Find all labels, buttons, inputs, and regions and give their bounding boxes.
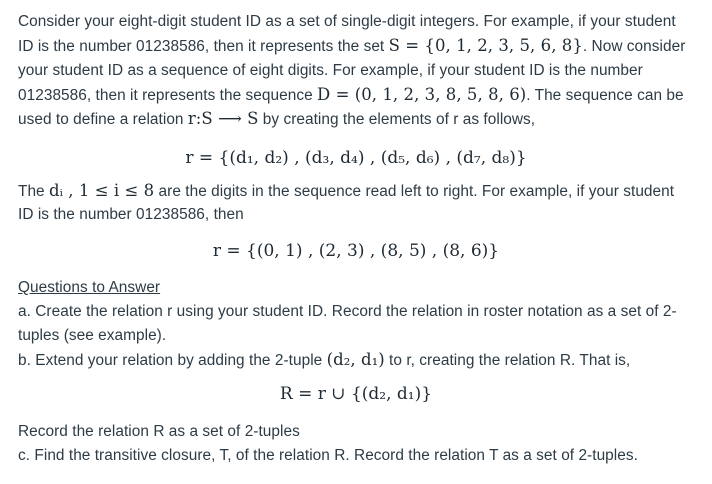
question-b-tail: to r, creating the relation R. That is, <box>384 352 631 369</box>
intro-line-4-text: 01238586, then it represents the sequence <box>18 87 318 104</box>
intro-line-2 <box>18 36 685 57</box>
intro-line-5 <box>18 109 535 130</box>
relation-R-formula: R = r ∪ {(d₂, d₁)} <box>279 384 433 404</box>
digit-index-formula: dᵢ , 1 ≤ i ≤ 8 <box>49 181 155 200</box>
explain-line-1 <box>18 181 674 202</box>
relation-signature: r:S ⟶ S <box>187 109 259 128</box>
intro-line-3: your student ID as a sequence of eight digits. For example, if your student ID is the number <box>18 62 643 79</box>
intro-line-5-text: used to define a relation <box>18 111 188 128</box>
question-c-line: c. Find the transitive closure, T, of the relation R. Record the relation T as a set of 2-tuples. <box>18 447 638 464</box>
intro-line-4-tail: . The sequence can be <box>526 87 684 104</box>
relation-example-formula: r = {(0, 1) , (2, 3) , (8, 5) , (8, 6)} <box>212 241 500 261</box>
footer-line-1: Record the relation R as a set of 2-tuples <box>18 423 300 440</box>
intro-line-1: Consider your eight-digit student ID as a set of single-digit integers. For example, if your student <box>18 13 676 30</box>
intro-line-5-tail: by creating the elements of r as follows, <box>258 111 536 128</box>
tuple-d2-d1-formula: (d₂, d₁) <box>326 350 385 369</box>
intro-line-2-text: ID is the number 01238586, then it represents the set <box>18 38 389 55</box>
explain-line-2: ID is the number 01238586, then <box>18 206 244 223</box>
intro-line-4 <box>18 85 684 106</box>
question-b-line-1 <box>18 350 630 371</box>
relation-definition-formula: r = {(d₁, d₂) , (d₃, d₄) , (d₅, d₆) , (d₇, d₈)} <box>185 148 527 168</box>
question-b-text: b. Extend your relation by adding the 2-tuple <box>18 352 327 369</box>
explain-line-1-tail: are the digits in the sequence read left to right. For example, if your student <box>154 183 675 200</box>
question-a-line-2: tuples (see example). <box>18 327 167 344</box>
set-s-formula: S = {0, 1, 2, 3, 5, 6, 8} <box>388 36 583 55</box>
question-a-line-1: a. Create the relation r using your student ID. Record the relation in roster notation as a set of 2- <box>18 303 677 320</box>
sequence-d-formula: D = (0, 1, 2, 3, 8, 5, 8, 6) <box>317 85 527 104</box>
explain-line-1-text: The <box>18 183 49 200</box>
intro-line-2-tail: . Now consider <box>582 38 686 55</box>
questions-heading: Questions to Answer <box>18 279 161 296</box>
